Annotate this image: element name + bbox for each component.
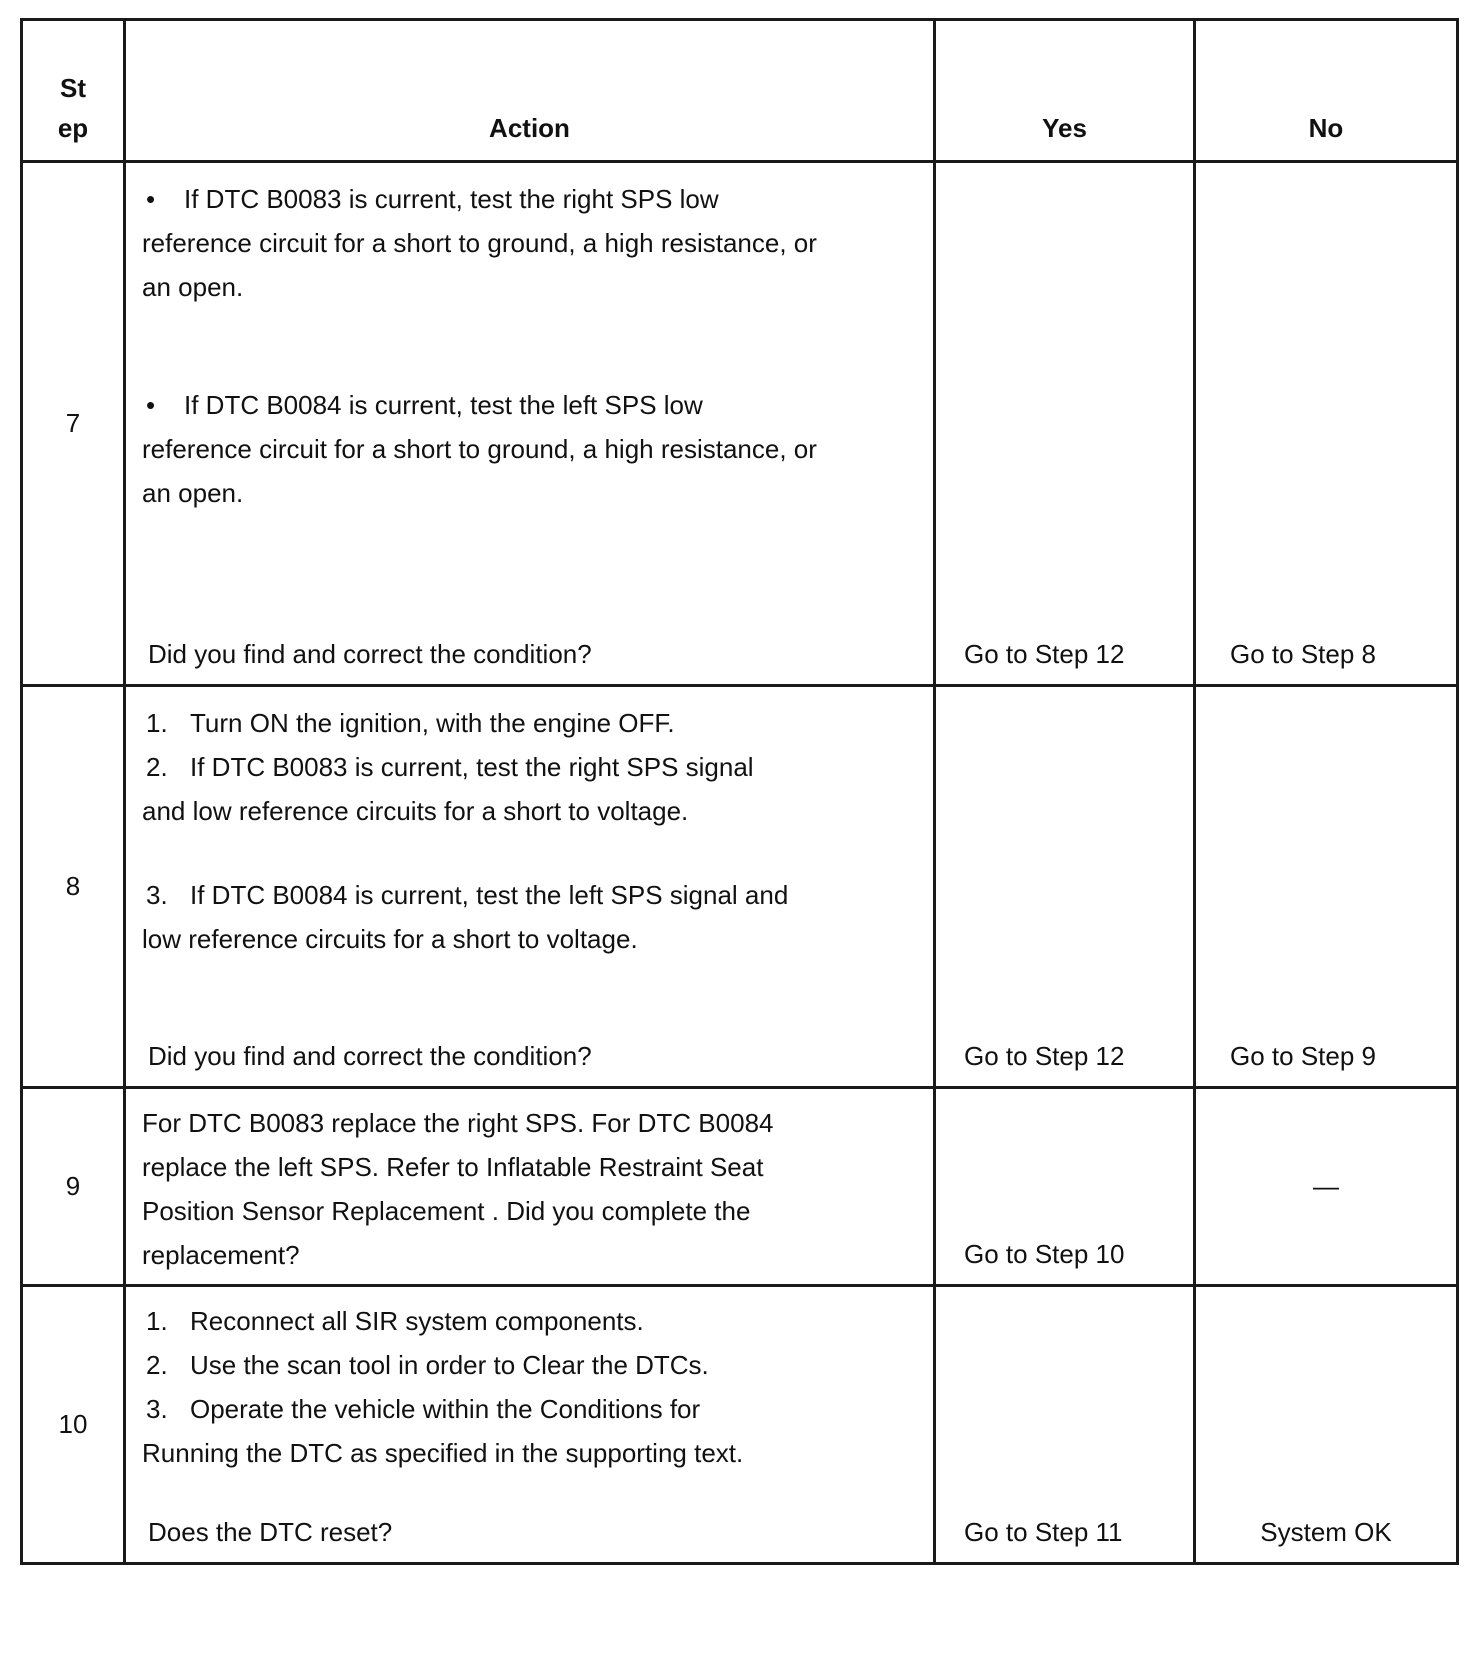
step-number: 8 [22, 686, 125, 1088]
table-row [22, 1088, 1458, 1286]
action-line: an open. [142, 478, 244, 508]
step-number: 10 [22, 1286, 125, 1564]
no-cell: — [1195, 1088, 1458, 1286]
bullet-marker: • [146, 184, 156, 214]
numbered-line: 3. Operate the vehicle within the Conditions for [146, 1394, 701, 1424]
yes-cell [935, 1286, 1195, 1564]
table-row [22, 686, 1458, 1088]
action-line: For DTC B0083 replace the right SPS. For DTC B0084 [142, 1108, 774, 1138]
question-text: Did you find and correct the condition? [148, 1041, 592, 1071]
action-cell [125, 1088, 935, 1286]
no-result: Go to Step 8 [1230, 639, 1376, 669]
yes-result: Go to Step 12 [964, 639, 1125, 669]
question-text: Does the DTC reset? [148, 1517, 393, 1547]
header-step [22, 20, 125, 162]
bullet-line: • If DTC B0083 is current, test the right SPS low [142, 177, 933, 221]
bullet-line: • If DTC B0084 is current, test the left SPS low [142, 383, 933, 427]
action-line: an open. [142, 272, 244, 302]
action-line: Position Sensor Replacement . Did you complete the [142, 1196, 751, 1226]
numbered-line: 2. If DTC B0083 is current, test the right SPS signal [146, 752, 754, 782]
no-cell [1195, 1286, 1458, 1564]
step-number: 7 [22, 162, 125, 686]
action-cell [125, 162, 935, 686]
header-action: Action [125, 20, 935, 162]
no-result: Go to Step 9 [1230, 1041, 1376, 1071]
header-step-line1: St [60, 73, 86, 103]
header-row [22, 20, 1458, 162]
numbered-line: 1. Reconnect all SIR system components. [146, 1306, 644, 1336]
question-text: Did you find and correct the condition? [148, 639, 592, 669]
table-row [22, 1286, 1458, 1564]
header-yes: Yes [935, 20, 1195, 162]
yes-result: Go to Step 10 [964, 1239, 1125, 1269]
header-step-line2: ep [57, 113, 89, 143]
numbered-line: 2. Use the scan tool in order to Clear the DTCs. [146, 1350, 709, 1380]
no-result: System OK [1260, 1517, 1392, 1547]
diagnostic-table [20, 18, 1459, 1565]
numbered-line: 3. If DTC B0084 is current, test the left SPS signal and [146, 880, 789, 910]
action-line: replacement? [142, 1240, 300, 1270]
action-line: low reference circuits for a short to voltage. [142, 924, 638, 954]
table-row [22, 162, 1458, 686]
yes-cell [935, 686, 1195, 1088]
no-cell [1195, 162, 1458, 686]
step-number: 9 [22, 1088, 125, 1286]
bullet-marker: • [146, 390, 156, 420]
action-line: reference circuit for a short to ground, a high resistance, or [142, 228, 817, 258]
yes-cell [935, 162, 1195, 686]
action-line: and low reference circuits for a short to voltage. [142, 796, 689, 826]
action-line: replace the left SPS. Refer to Inflatable Restraint Seat [142, 1152, 764, 1182]
action-cell [125, 1286, 935, 1564]
action-line: reference circuit for a short to ground, a high resistance, or [142, 434, 817, 464]
header-no: No [1195, 20, 1458, 162]
action-line: Running the DTC as specified in the supporting text. [142, 1438, 744, 1468]
yes-result: Go to Step 11 [964, 1517, 1123, 1547]
yes-result: Go to Step 12 [964, 1041, 1125, 1071]
action-cell [125, 686, 935, 1088]
no-cell [1195, 686, 1458, 1088]
numbered-line: 1. Turn ON the ignition, with the engine OFF. [146, 708, 675, 738]
yes-cell [935, 1088, 1195, 1286]
